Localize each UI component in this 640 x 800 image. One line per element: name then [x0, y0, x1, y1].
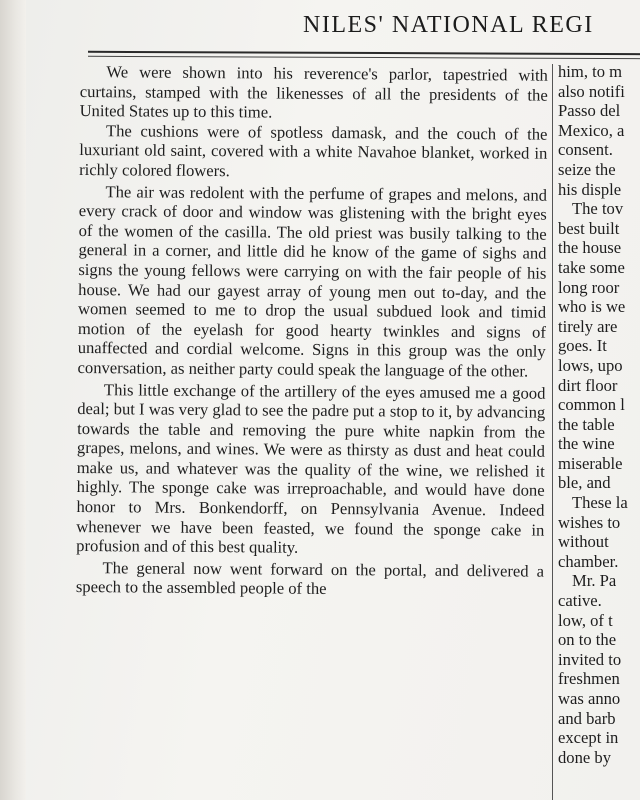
right-column-line: was anno — [558, 689, 621, 708]
right-column-line: and barb — [558, 708, 616, 728]
right-column-line: consent. — [558, 140, 613, 160]
right-column-line: the table — [558, 414, 615, 434]
right-column-line: wishes to — [558, 512, 621, 532]
right-column-line: miserable — [558, 453, 623, 473]
right-column-line: the wine — [558, 434, 615, 454]
right-column-line: the house — [558, 238, 622, 258]
paragraph-air: The air was redolent with the perfume of grapes and melons, and every crack of door and window was glistening with the bright eyes of the women of the casilla. The old priest was busily talking to the general in a corner, and little did he know of the game of sighs and signs the young fellows were carrying on with the fair people of his house. We had our gayest array of young men out to-day, and the women seemed to me to drop the usual subdued look and timid motion of the eyelash for good hearty twinkles and signs of unaffected and cordial welcome. Signs in this group was the only conversation, as neither party could speak the language of the other. — [77, 181, 548, 381]
right-column-line: Mr. Pa — [572, 571, 617, 591]
right-column-line: These la — [572, 493, 628, 513]
right-column-line: lows, upo — [558, 355, 623, 375]
right-column-line: low, of t — [558, 610, 613, 630]
right-column-line: dirt floor — [558, 375, 618, 395]
column-divider — [552, 64, 553, 800]
right-column-line: common l — [558, 395, 625, 415]
right-column-line: him, to m — [558, 62, 623, 81]
right-column-line: freshmen — [558, 669, 620, 689]
right-column-line: goes. It — [558, 336, 607, 356]
right-column-line: long roor — [558, 277, 620, 297]
right-column-line: Mexico, a — [558, 120, 625, 140]
right-column-line: who is we — [558, 297, 626, 317]
right-column-line: Passo del — [558, 101, 621, 121]
right-column-line: best built — [558, 218, 620, 238]
right-column-line: chamber. — [558, 551, 619, 571]
paragraph-parlor: We were shown into his reverence's parlor, tapestried with curtains, stamped with the likenesses of all the presidents of the United States up to this time. — [79, 62, 548, 122]
right-column-line: except in — [558, 728, 619, 748]
right-column-line: tirely are — [558, 316, 618, 336]
right-column-line: seize the — [558, 159, 616, 179]
right-column — [558, 62, 640, 800]
right-column-line: without — [558, 532, 609, 552]
right-column-line: also notifi — [558, 81, 625, 101]
paragraph-cushions: The cushions were of spotless damask, and the couch of the luxuriant old saint, covered with a white Navahoe blanket, worked in richly colored flowers. — [79, 120, 548, 181]
paragraph-general: The general now went forward on the portal, and delivered a speech to the assembled people of the — [75, 558, 545, 599]
right-column-line: on to the — [558, 630, 617, 650]
right-column-line: his disple — [558, 179, 622, 199]
right-column-line: cative. — [558, 591, 602, 611]
right-column-line: done by — [558, 747, 611, 767]
right-column-line: The tov — [572, 199, 624, 219]
main-column — [76, 62, 548, 601]
masthead-title: NILES' NATIONAL REGI — [303, 12, 594, 38]
right-column-line: ble, and — [558, 473, 611, 493]
right-column-line: invited to — [558, 649, 622, 669]
paragraph-exchange: This little exchange of the artillery of the eyes amused me a good deal; but I was very glad to see the padre put a stop to it, by advancing towards the table and removing the pure white napkin from the grapes, melons, and wines. We were as thirsty as dust and heat could make us, and whatever was the quality of the wine, we relished it highly. The sponge cake was irreproachable, and would have done honor to Mrs. Bonkendorff, on Pennsylvania Avenue. Indeed whenever we have been feasted, we found the sponge cake in profusion and of this best quality. — [76, 379, 546, 557]
right-column-line: take some — [558, 257, 625, 277]
page-spine — [0, 0, 26, 800]
